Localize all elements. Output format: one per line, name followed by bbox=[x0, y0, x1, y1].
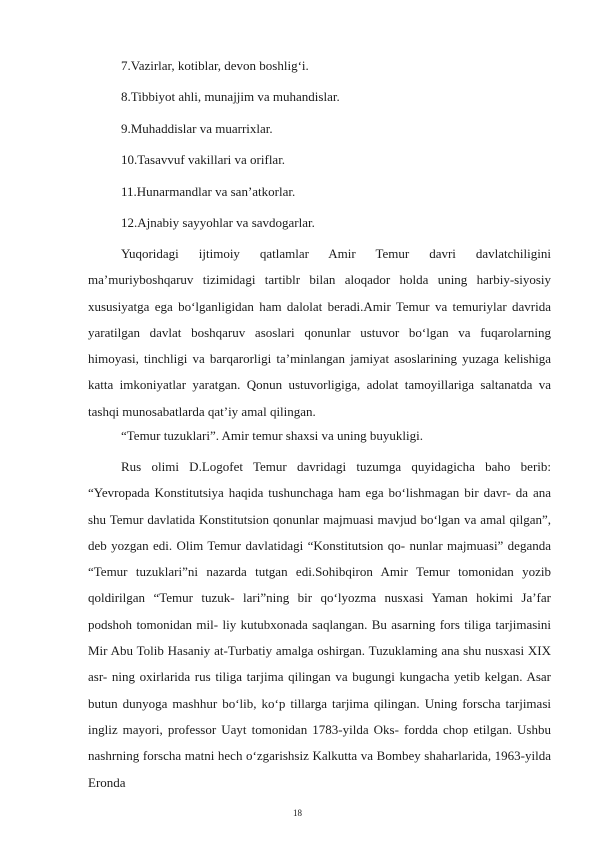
page-number: 18 bbox=[293, 808, 302, 818]
list-item: 7.Vazirlar, kotiblar, devon boshlig‘i. bbox=[121, 58, 309, 73]
list-item: 10.Tasavvuf vakillari va oriflar. bbox=[121, 152, 286, 167]
section-heading: “Temur tuzuklari”. Amir temur shaxsi va uning buyukligi. bbox=[121, 428, 424, 443]
list-item: 8.Tibbiyot ahli, munajjim va muhandislar. bbox=[121, 89, 340, 104]
body-paragraph: Rus olimi D.Logofet Temur davridagi tuzumga quyidagicha baho berib: “Yevropada Konstitutsiya haqida tushunchaga ham ega bo‘lishmagan bir davr- da ana shu Temur davlatida Konstitutsion qonunlar majmuasi mavjud bo‘lgan va amal qilgan”, deb yozgan edi. Olim Temur davlatidagi “Konstitutsion qo- nunlar majmuasi” deganda “Temur tuzuklari”ni nazarda tutgan edi.Sohibqiron Amir Temur tomonidan yozib qoldirilgan “Temur tuzuk- lari”ning bir qo‘lyozma nusxasi Yaman hokimi Ja’far podshoh tomonidan mil- liy kutubxonada saqlangan. Bu asarning fors tiliga tarjimasini Mir Abu Tolib Hasaniy at-Turbatiy amalga oshirgan. Tuzuklaming ana shu nusxasi XIX asr- ning oxirlarida rus tiliga tarjima qilingan va bugungi kungacha yetib kelgan. Asar butun dunyoga mashhur bo‘lib, ko‘p tillarga tarjima qilingan. Uning forscha tarjimasi ingliz mayori, professor Uayt tomonidan 1783-yilda Oks- fordda chop etilgan. Ushbu nashrning forscha matni hech o‘zgarishsiz Kalkutta va Bombey shaharlarida, 1963-yilda Eronda bbox=[88, 459, 551, 790]
body-paragraph: Yuqoridagi ijtimoiy qatlamlar Amir Temur davri davlatchiligini ma’muriyboshqaruv tizimidagi tartiblr bilan aloqador holda uning harbiy-siyosiy xususiyatga ega bo‘lganligidan ham dalolat beradi.Amir Temur va temuriylar davrida yaratilgan davlat boshqaruv asoslari qonunlar ustuvor bo‘lgan va fuqarolarning himoyasi, tinchligi va barqarorligi ta’minlangan jamiyat asoslarining yuzaga kelishiga katta imkoniyatlar yaratgan. Qonun ustuvorligiga, adolat tamoyillariga saltanatda va tashqi munosabatlarda qat’iy amal qilingan. bbox=[88, 246, 551, 419]
list-item: 11.Hunarmandlar va san’atkorlar. bbox=[121, 184, 296, 199]
list-item: 12.Ajnabiy sayyohlar va savdogarlar. bbox=[121, 215, 315, 230]
list-item: 9.Muhaddislar va muarrixlar. bbox=[121, 121, 273, 136]
